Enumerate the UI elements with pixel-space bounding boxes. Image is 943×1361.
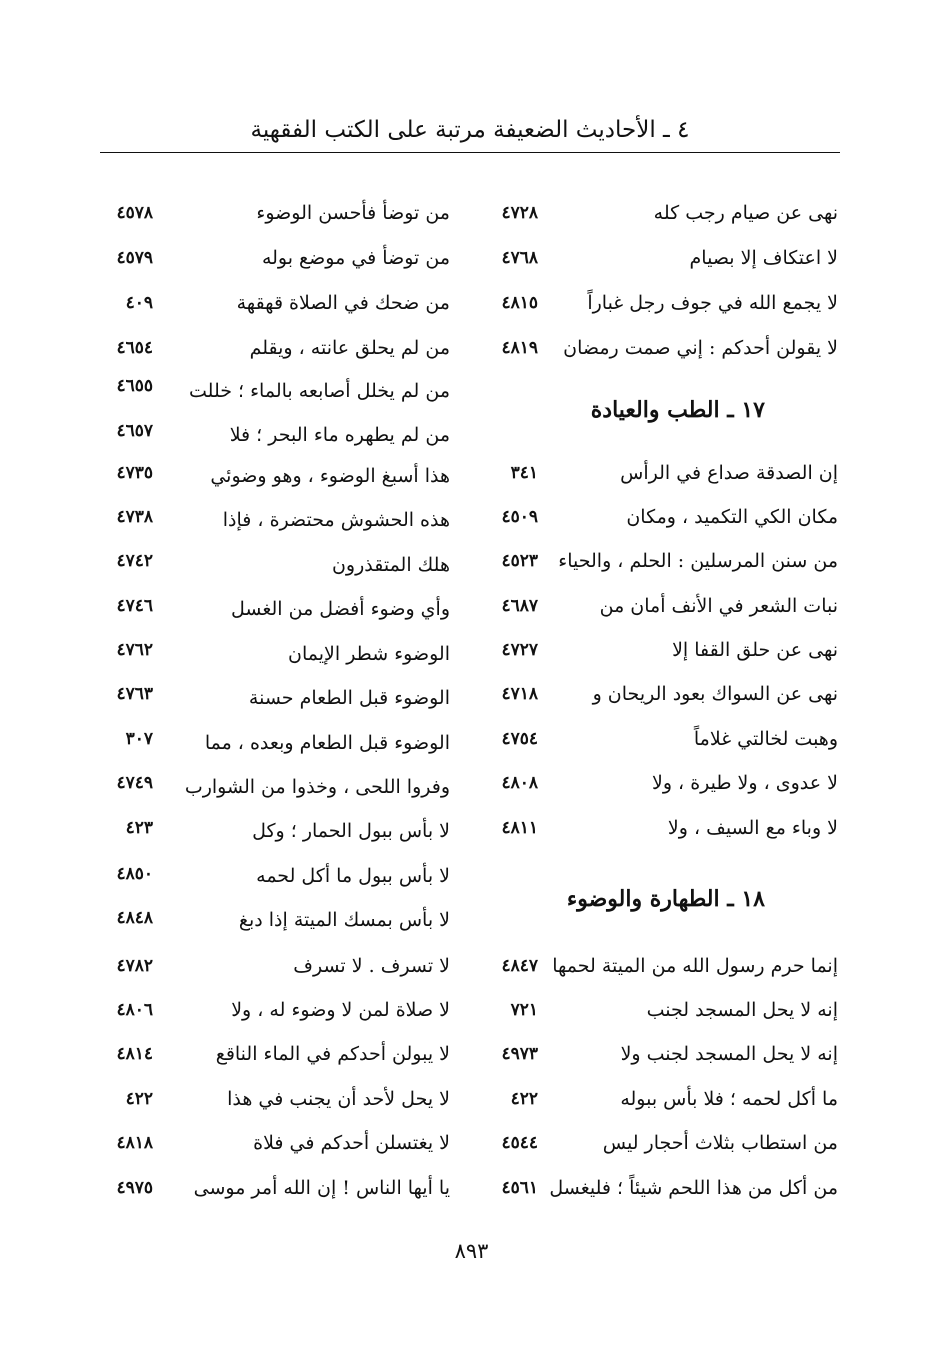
index-entry-title: من لم يحلق عانته ، ويقلم [249, 337, 450, 359]
index-entry-title: لا بأس بمسك الميتة إذا دبغ [238, 909, 450, 931]
index-entry-title: لا تسرف . لا تسرف [293, 955, 450, 977]
index-entry-title: لا يجمع الله في جوف رجل غباراً [587, 292, 838, 314]
index-entry-title: نهى عن حلق القفا إلا [672, 639, 838, 661]
index-entry-number: ٤٠٩ [125, 293, 153, 313]
index-entry-number: ٤٩٧٥ [116, 1178, 153, 1198]
section-heading-18: ١٨ ـ الطهارة والوضوء [566, 886, 765, 912]
index-entry-number: ٤٦٥٤ [116, 338, 153, 358]
header-rule [100, 152, 840, 153]
index-entry-number: ٤٥٤٤ [501, 1133, 538, 1153]
index-entry-title: نبات الشعر في الأنف أمان من [599, 595, 838, 617]
index-entry-title: من لم يطهره ماء البحر ؛ فلا [229, 424, 450, 446]
index-entry-number: ٤٨١٩ [501, 338, 538, 358]
index-entry-title: الوضوء قبل الطعام حسنة [248, 687, 450, 709]
index-entry-number: ٤٧٦٣ [116, 684, 153, 704]
index-entry-title: وفروا اللحى ، وخذوا من الشوارب [184, 776, 450, 798]
index-entry-number: ٤٨١٨ [116, 1133, 153, 1153]
index-entry-title: يا أيها الناس ! إن الله أمر موسى [193, 1177, 450, 1199]
index-entry-title: إنما حرم رسول الله من الميتة لحمها [552, 955, 838, 977]
index-entry-number: ٤٧٢٧ [501, 640, 538, 660]
index-entry-number: ٤٧٤٦ [116, 596, 153, 616]
index-entry-number: ٤٧١٨ [501, 684, 538, 704]
index-entry-title: من سنن المرسلين : الحلم ، والحياء [558, 550, 838, 572]
index-entry-number: ٣٤١ [510, 463, 538, 483]
index-entry-title: هذا أسبغ الوضوء ، وهو وضوئي [210, 465, 450, 487]
index-entry-number: ٤٥٠٩ [501, 507, 538, 527]
index-entry-title: لا صلاة لمن لا وضوء له ، ولا [231, 999, 450, 1021]
index-entry-title: مكان الكي التكميد ، ومكان [626, 506, 838, 528]
index-entry-title: إن الصدقة صداع في الرأس [620, 462, 838, 484]
index-entry-number: ٤٥٧٩ [116, 248, 153, 268]
index-entry-title: لا عدوى ، ولا طيرة ، ولا [651, 772, 838, 794]
running-header: ٤ ـ الأحاديث الضعيفة مرتبة على الكتب الفقهية [250, 117, 690, 143]
index-entry-number: ٤٢٢ [510, 1089, 538, 1109]
index-entry-number: ٤٨٤٨ [116, 908, 153, 928]
index-entry-number: ٤٨٥٠ [116, 864, 153, 884]
index-entry-number: ٤٢٣ [125, 818, 153, 838]
index-entry-number: ٣٠٧ [125, 729, 153, 749]
index-entry-number: ٤٧٦٨ [501, 248, 538, 268]
index-entry-title: ما أكل لحمه ؛ فلا بأس ببوله [620, 1088, 838, 1110]
index-entry-title: لا وباء مع السيف ، ولا [667, 817, 838, 839]
index-entry-title: من لم يخلل أصابعه بالماء ؛ خللت [189, 380, 450, 402]
index-entry-title: من توضأ فأحسن الوضوء [256, 202, 450, 224]
index-entry-title: من استطاب بثلاث أحجار ليس [602, 1132, 838, 1154]
index-entry-number: ٤٥٧٨ [116, 203, 153, 223]
index-entry-number: ٤٨١١ [501, 818, 538, 838]
index-entry-number: ٧٢١ [510, 1000, 538, 1020]
index-entry-title: لا يغتسلن أحدكم في فلاة [253, 1132, 450, 1154]
index-entry-title: الوضوء شطر الإيمان [288, 643, 450, 665]
index-entry-number: ٤٧٣٥ [116, 463, 153, 483]
index-entry-number: ٤٧٨٢ [116, 956, 153, 976]
index-entry-title: الوضوء قبل الطعام وبعده ، مما [204, 732, 450, 754]
index-entry-title: وهبت لخالتي غلاماً [693, 728, 838, 750]
index-entry-number: ٤٨١٥ [501, 293, 538, 313]
index-entry-title: لا اعتكاف إلا بصيام [689, 247, 838, 269]
index-entry-number: ٤٧٤٩ [116, 773, 153, 793]
index-entry-number: ٤٧٤٢ [116, 551, 153, 571]
index-entry-number: ٤٥٢٣ [501, 551, 538, 571]
page-number: ٨٩٣ [454, 1239, 489, 1263]
index-entry-title: نهى عن صيام رجب كله [653, 202, 838, 224]
index-entry-number: ٤٧٢٨ [501, 203, 538, 223]
index-entry-number: ٤٧٥٤ [501, 729, 538, 749]
index-entry-number: ٤٧٣٨ [116, 507, 153, 527]
index-entry-title: لا بأس ببول ما أكل لحمه [256, 865, 450, 887]
index-entry-title: لا يقولن أحدكم : إني صمت رمضان [563, 337, 838, 359]
index-entry-number: ٤٩٧٣ [501, 1044, 538, 1064]
index-entry-number: ٤٨٠٦ [116, 1000, 153, 1020]
index-entry-title: وأي وضوء أفضل من الغسل [231, 598, 450, 620]
index-entry-title: نهى عن السواك بعود الريحان و [592, 683, 838, 705]
index-entry-title: هذه الحشوش محتضرة ، فإذا [222, 509, 450, 531]
index-entry-title: لا يبولن أحدكم في الماء الناقع [215, 1043, 450, 1065]
index-entry-title: هلك المتقذرون [331, 554, 450, 576]
index-entry-number: ٤٦٥٧ [116, 421, 153, 441]
index-entry-title: إنه لا يحل المسجد لجنب ولا [620, 1043, 838, 1065]
index-entry-number: ٤٨٠٨ [501, 773, 538, 793]
index-entry-title: من توضأ في موضع بوله [261, 247, 450, 269]
index-entry-title: لا بأس ببول الحمار ؛ وكل [252, 820, 450, 842]
index-entry-title: إنه لا يحل المسجد لجنب [646, 999, 838, 1021]
section-heading-17: ١٧ ـ الطب والعيادة [590, 397, 765, 423]
index-entry-number: ٤٦٨٧ [501, 596, 538, 616]
index-entry-number: ٤٢٢ [125, 1089, 153, 1109]
index-entry-number: ٤٨٤٧ [501, 956, 538, 976]
index-entry-title: لا يحل لأحد أن يجنب في هذا [227, 1088, 450, 1110]
index-entry-number: ٤٨١٤ [116, 1044, 153, 1064]
index-entry-number: ٤٧٦٢ [116, 640, 153, 660]
index-entry-title: من ضحك في الصلاة قهقهة [236, 292, 450, 314]
index-entry-number: ٤٦٥٥ [116, 376, 153, 396]
index-entry-number: ٤٥٦١ [501, 1178, 538, 1198]
index-entry-title: من أكل من هذا اللحم شيئاً ؛ فليغسل [549, 1177, 838, 1199]
